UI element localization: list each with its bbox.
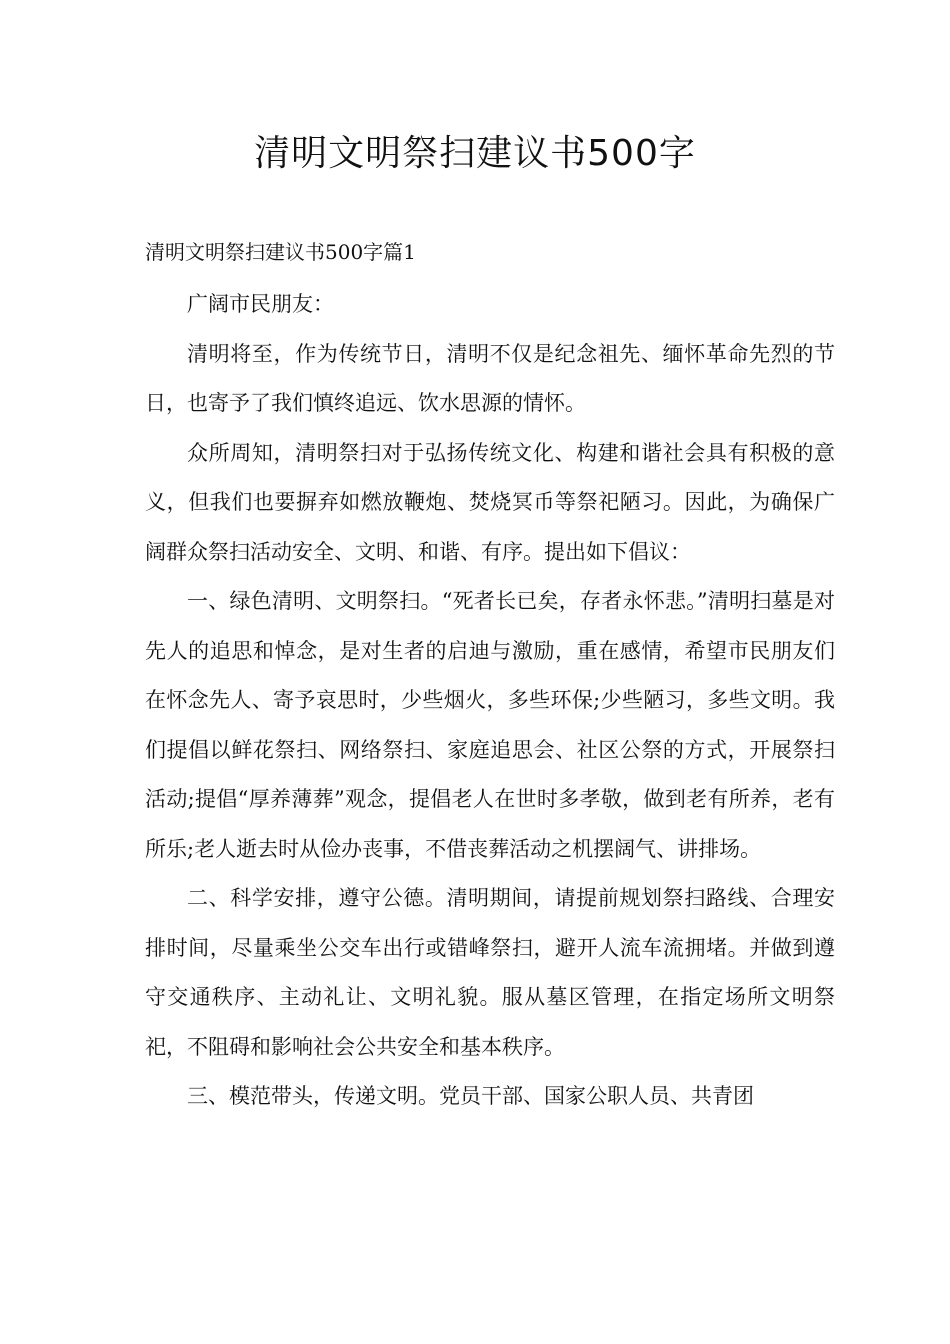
document-title: 清明文明祭扫建议书500字	[254, 133, 696, 174]
paragraph-5: 三、模范带头，传递文明。党员干部、国家公职人员、共青团	[187, 1084, 754, 1108]
paragraph-1: 清明将至，作为传统节日，清明不仅是纪念祖先、缅怀革命先烈的节日，也寄予了我们慎终追远、饮水思源的情怀。	[145, 341, 835, 415]
document-subtitle: 清明文明祭扫建议书500字篇1	[145, 240, 416, 264]
salutation: 广阔市民朋友：	[187, 292, 334, 316]
paragraph-3: 一、绿色清明、文明祭扫。“死者长已矣，存者永怀悲。”清明扫墓是对先人的追思和悼念，是对生者的启迪与激励，重在感情，希望市民朋友们在怀念先人、寄予哀思时，少些烟火，多些环保;少些陋习，多些文明。我们提倡以鲜花祭扫、网络祭扫、家庭追思会、社区公祭的方式，开展祭扫活动;提倡“厚养薄葬”观念，提倡老人在世时多孝敬，做到老有所养，老有所乐;老人逝去时从俭办丧事，不借丧葬活动之机摆阔气、讲排场。	[145, 589, 835, 861]
paragraph-2: 众所周知，清明祭扫对于弘扬传统文化、构建和谐社会具有积极的意义，但我们也要摒弃如燃放鞭炮、焚烧冥币等祭祀陋习。因此，为确保广阔群众祭扫活动安全、文明、和谐、有序。提出如下倡议：	[145, 440, 835, 564]
paragraph-4: 二、科学安排，遵守公德。清明期间，请提前规划祭扫路线、合理安排时间，尽量乘坐公交车出行或错峰祭扫，避开人流车流拥堵。并做到遵守交通秩序、主动礼让、文明礼貌。服从墓区管理，在指定场所文明祭祀，不阻碍和影响社会公共安全和基本秩序。	[145, 886, 835, 1059]
document-body	[145, 280, 835, 1122]
